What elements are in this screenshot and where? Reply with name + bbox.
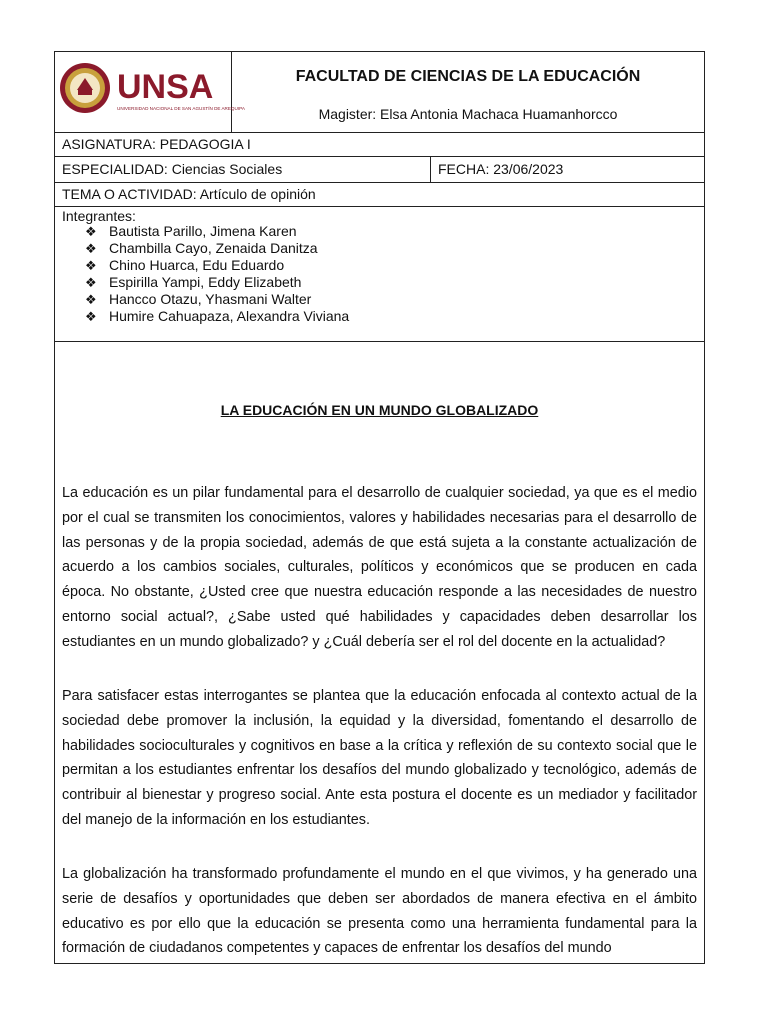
diamond-bullet-icon: ❖ xyxy=(85,292,97,307)
university-seal-icon xyxy=(59,60,245,122)
essay-paragraph-3: La globalización ha transformado profundamente el mundo en el que vivimos, y ha generado una serie de desafíos y oportunidades que deben ser abordados de manera efectiva en el ámbito educativo es por ello que la educación se presenta como una herramienta fundamental para la formación de ciudadanos competentes y capaces de enfrentar los desafíos del mundo xyxy=(62,866,697,957)
diamond-bullet-icon: ❖ xyxy=(85,224,97,239)
tema-row xyxy=(55,183,704,207)
member-name: Chambilla Cayo, Zenaida Danitza xyxy=(109,240,318,256)
list-item xyxy=(85,274,349,291)
list-item xyxy=(85,223,349,240)
diamond-bullet-icon: ❖ xyxy=(85,258,97,273)
especialidad-text: ESPECIALIDAD: Ciencias Sociales xyxy=(62,161,283,177)
essay-paragraph-1: La educación es un pilar fundamental para el desarrollo de cualquier sociedad, ya que es el medio por el cual se transmiten los conocimientos, valores y habilidades necesarias para el desarrollo de las personas y de la propia sociedad, además de que está sujeta a la constante actualización de acuerdo a los cambios sociales, culturales, políticos y económicos que se producen en cada época. No obstante, ¿Usted cree que nuestra educación responde a las necesidades de nuestro entorno social actual?, ¿Sabe usted qué habilidades y capacidades deben desarrollar los estudiantes en un mundo globalizado? y ¿Cuál debería ser el rol del docente en la actualidad? xyxy=(62,485,697,650)
essay-title: LA EDUCACIÓN EN UN MUNDO GLOBALIZADO xyxy=(220,402,539,418)
cell-divider xyxy=(430,157,431,182)
members-list xyxy=(85,223,349,325)
logo-subtext: UNIVERSIDAD NACIONAL DE SAN AGUSTÍN DE AREQUIPA xyxy=(117,106,245,111)
title-cell xyxy=(232,52,704,132)
member-name: Hancco Otazu, Yhasmani Walter xyxy=(109,291,312,307)
especialidad-row xyxy=(55,157,704,183)
diamond-bullet-icon: ❖ xyxy=(85,309,97,324)
member-name: Bautista Parillo, Jimena Karen xyxy=(109,223,297,239)
asignatura-row xyxy=(55,133,704,157)
magister-name: Magister: Elsa Antonia Machaca Huamanhorcco xyxy=(318,106,618,122)
list-item xyxy=(85,291,349,308)
member-name: Humire Cahuapaza, Alexandra Viviana xyxy=(109,308,350,324)
fecha-text: FECHA: 23/06/2023 xyxy=(438,161,564,177)
essay-paragraph-2: Para satisfacer estas interrogantes se plantea que la educación enfocada al contexto actual de la sociedad debe promover la inclusión, la equidad y la diversidad, fomentando el desarrollo de habilidades socioculturales y cognitivos en base a la crítica y reflexión de su contexto social que le permitan a los estudiantes enfrentar los desafíos del mundo globalizado y tecnológico, además de contribuir al bienestar y progreso social. Ante esta postura el docente es un mediador y facilitador del manejo de la información en los estudiantes. xyxy=(62,688,697,828)
diamond-bullet-icon: ❖ xyxy=(85,275,97,290)
list-item xyxy=(85,240,349,257)
integrantes-row xyxy=(55,207,704,342)
member-name: Chino Huarca, Edu Eduardo xyxy=(109,257,285,273)
diamond-bullet-icon: ❖ xyxy=(85,241,97,256)
logo-text: UNSA xyxy=(117,68,214,106)
integrantes-label: Integrantes: xyxy=(62,208,136,224)
faculty-title: FACULTAD DE CIENCIAS DE LA EDUCACIÓN xyxy=(295,68,641,85)
list-item xyxy=(85,308,349,325)
header-row xyxy=(55,52,704,133)
member-name: Espirilla Yampi, Eddy Elizabeth xyxy=(109,274,302,290)
document-page xyxy=(54,51,705,964)
list-item xyxy=(85,257,349,274)
logo-cell xyxy=(55,52,245,132)
tema-text: TEMA O ACTIVIDAD: Artículo de opinión xyxy=(62,186,316,202)
asignatura-text: ASIGNATURA: PEDAGOGIA I xyxy=(62,136,251,152)
